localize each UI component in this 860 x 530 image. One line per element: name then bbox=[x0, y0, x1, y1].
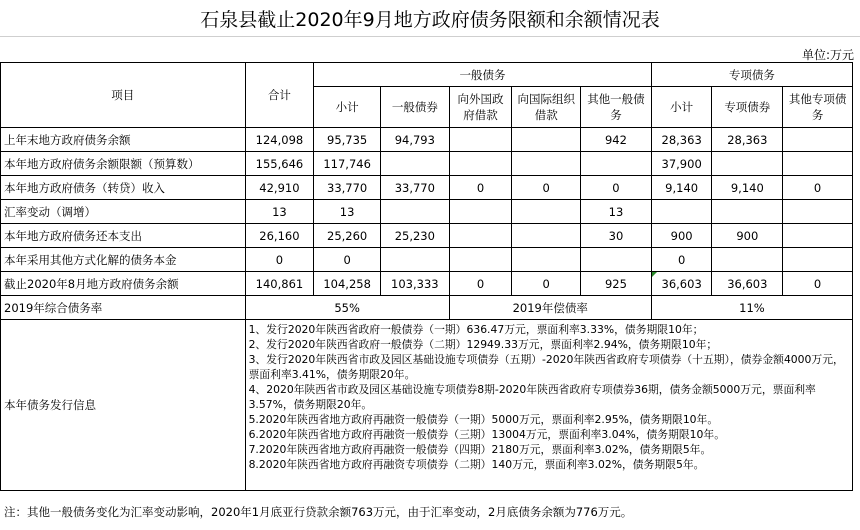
cell[interactable]: 13 bbox=[314, 200, 381, 224]
cell[interactable]: 9,140 bbox=[651, 176, 712, 200]
cell[interactable] bbox=[712, 200, 783, 224]
cell[interactable]: 26,160 bbox=[245, 224, 314, 248]
cell[interactable] bbox=[512, 248, 581, 272]
cell[interactable] bbox=[449, 248, 512, 272]
rate-value-2[interactable]: 11% bbox=[651, 296, 852, 320]
issuance-line: 8.2020年陕西省地方政府再融资专项债券（二期）140万元，票面利率3.02%，债务期限5年。 bbox=[248, 458, 705, 471]
row-label[interactable]: 本年地方政府债务还本支出 bbox=[1, 224, 246, 248]
row-label[interactable]: 本年地方政府债务余额限额（预算数） bbox=[1, 152, 246, 176]
cell[interactable] bbox=[651, 272, 712, 296]
cell[interactable] bbox=[380, 200, 449, 224]
cell[interactable]: 28,363 bbox=[651, 128, 712, 152]
issuance-line: 4、2020年陕西省市政及园区基础设施专项债券8期-2020年陕西省政府专项债券36期，债务金额5000万元，票面利率3.57%，债务期限20年。 bbox=[248, 383, 816, 411]
table-row bbox=[1, 200, 853, 224]
comment-indicator bbox=[652, 272, 657, 277]
unit-label: 单位:万元 bbox=[801, 48, 854, 62]
cell[interactable] bbox=[512, 152, 581, 176]
sheet-title: 石泉县截止2020年9月地方政府债务限额和余额情况表 bbox=[0, 0, 860, 37]
header-intl-org-loans: 向国际组织借款 bbox=[512, 87, 581, 128]
cell[interactable]: 0 bbox=[651, 248, 712, 272]
cell[interactable]: 0 bbox=[512, 176, 581, 200]
cell[interactable] bbox=[449, 224, 512, 248]
table-row bbox=[1, 248, 853, 272]
cell[interactable] bbox=[512, 128, 581, 152]
cell[interactable]: 42,910 bbox=[245, 176, 314, 200]
table-row bbox=[1, 224, 853, 248]
rate-value-1[interactable]: 55% bbox=[245, 296, 449, 320]
cell[interactable]: 0 bbox=[245, 248, 314, 272]
cell[interactable]: 33,770 bbox=[380, 176, 449, 200]
issuance-line: 5.2020年陕西省地方政府再融资一般债券（一期）5000万元，票面利率2.95%，债务期限10年。 bbox=[248, 413, 719, 426]
rate-label-2[interactable]: 2019年偿债率 bbox=[449, 296, 651, 320]
cell[interactable]: 0 bbox=[783, 272, 853, 296]
row-label[interactable]: 本年采用其他方式化解的债务本金 bbox=[1, 248, 246, 272]
cell[interactable] bbox=[449, 152, 512, 176]
cell[interactable]: 94,793 bbox=[380, 128, 449, 152]
cell[interactable] bbox=[512, 200, 581, 224]
row-label[interactable]: 截止2020年8月地方政府债务余额 bbox=[1, 272, 246, 296]
row-label[interactable]: 汇率变动（调增） bbox=[1, 200, 246, 224]
cell[interactable]: 13 bbox=[581, 200, 652, 224]
cell[interactable]: 13 bbox=[245, 200, 314, 224]
header-total: 合计 bbox=[245, 63, 314, 128]
cell[interactable] bbox=[783, 248, 853, 272]
cell[interactable] bbox=[380, 248, 449, 272]
cell[interactable]: 0 bbox=[314, 248, 381, 272]
issuance-line: 2、发行2020年陕西省政府一般债券（二期）12949.33万元，票面利率2.94%，债务期限10年； bbox=[248, 338, 718, 351]
cell[interactable]: 0 bbox=[449, 272, 512, 296]
row-label[interactable]: 上年末地方政府债务余额 bbox=[1, 128, 246, 152]
issuance-line: 6.2020年陕西省地方政府再融资一般债券（三期）13004万元，票面利率3.04%，债务期限10年。 bbox=[248, 428, 726, 441]
header-special-subtotal: 小计 bbox=[651, 87, 712, 128]
cell[interactable]: 9,140 bbox=[712, 176, 783, 200]
cell[interactable]: 104,258 bbox=[314, 272, 381, 296]
header-other-special: 其他专项债务 bbox=[783, 87, 853, 128]
header-general-bonds: 一般债券 bbox=[380, 87, 449, 128]
header-general-debt: 一般债务 bbox=[314, 63, 652, 87]
cell[interactable]: 155,646 bbox=[245, 152, 314, 176]
issuance-row bbox=[1, 320, 853, 491]
header-special-debt: 专项债务 bbox=[651, 63, 852, 87]
header-general-subtotal: 小计 bbox=[314, 87, 381, 128]
cell[interactable]: 0 bbox=[581, 176, 652, 200]
cell[interactable]: 25,260 bbox=[314, 224, 381, 248]
issuance-line: 7.2020年陕西省地方政府再融资一般债券（四期）2180万元，票面利率3.02%，债务期限5年。 bbox=[248, 443, 712, 456]
cell-value: 36,603 bbox=[661, 276, 702, 291]
issuance-info[interactable] bbox=[245, 320, 852, 491]
cell[interactable]: 140,861 bbox=[245, 272, 314, 296]
cell[interactable]: 0 bbox=[449, 176, 512, 200]
table-row bbox=[1, 272, 853, 296]
cell[interactable]: 942 bbox=[581, 128, 652, 152]
cell[interactable]: 124,098 bbox=[245, 128, 314, 152]
issuance-line: 3、发行2020年陕西省市政及园区基础设施专项债券（五期）-2020年陕西省政府专项债券（十五期），债券金额4000万元，票面利率3.41%，债务期限20年。 bbox=[248, 353, 844, 381]
cell[interactable]: 925 bbox=[581, 272, 652, 296]
cell[interactable] bbox=[712, 248, 783, 272]
cell[interactable] bbox=[449, 128, 512, 152]
debt-table bbox=[0, 62, 853, 491]
header-item: 项目 bbox=[1, 63, 246, 128]
cell[interactable] bbox=[380, 152, 449, 176]
table-row bbox=[1, 128, 853, 152]
cell[interactable]: 0 bbox=[512, 272, 581, 296]
header-special-bonds: 专项债券 bbox=[712, 87, 783, 128]
cell[interactable]: 25,230 bbox=[380, 224, 449, 248]
cell[interactable]: 900 bbox=[712, 224, 783, 248]
cell[interactable]: 28,363 bbox=[712, 128, 783, 152]
row-label[interactable]: 本年地方政府债务（转贷）收入 bbox=[1, 176, 246, 200]
cell[interactable] bbox=[581, 152, 652, 176]
table-row bbox=[1, 176, 853, 200]
cell[interactable] bbox=[712, 152, 783, 176]
cell[interactable] bbox=[581, 248, 652, 272]
cell[interactable] bbox=[783, 152, 853, 176]
footnote: 注：其他一般债务变化为汇率变动影响，2020年1月底亚行贷款余额763万元，由于汇率变动，2月底债务余额为776万元。 bbox=[4, 505, 633, 519]
rate-label-1[interactable]: 2019年综合债务率 bbox=[1, 296, 246, 320]
cell[interactable]: 37,900 bbox=[651, 152, 712, 176]
header-other-general: 其他一般债务 bbox=[581, 87, 652, 128]
cell[interactable]: 33,770 bbox=[314, 176, 381, 200]
issuance-label[interactable]: 本年债务发行信息 bbox=[1, 320, 246, 491]
cell[interactable]: 103,333 bbox=[380, 272, 449, 296]
cell[interactable]: 117,746 bbox=[314, 152, 381, 176]
cell[interactable]: 30 bbox=[581, 224, 652, 248]
cell[interactable] bbox=[651, 200, 712, 224]
cell[interactable]: 95,735 bbox=[314, 128, 381, 152]
cell[interactable] bbox=[783, 224, 853, 248]
cell[interactable] bbox=[512, 224, 581, 248]
header-row-1 bbox=[1, 63, 853, 87]
cell[interactable]: 900 bbox=[651, 224, 712, 248]
issuance-line: 1、发行2020年陕西省政府一般债券（一期）636.47万元，票面利率3.33%，债务期限10年； bbox=[248, 323, 704, 336]
cell[interactable] bbox=[449, 200, 512, 224]
cell[interactable]: 0 bbox=[783, 176, 853, 200]
table-row bbox=[1, 152, 853, 176]
header-foreign-gov-loans: 向外国政府借款 bbox=[449, 87, 512, 128]
rate-row bbox=[1, 296, 853, 320]
cell[interactable] bbox=[783, 200, 853, 224]
cell[interactable]: 36,603 bbox=[712, 272, 783, 296]
cell[interactable] bbox=[783, 128, 853, 152]
